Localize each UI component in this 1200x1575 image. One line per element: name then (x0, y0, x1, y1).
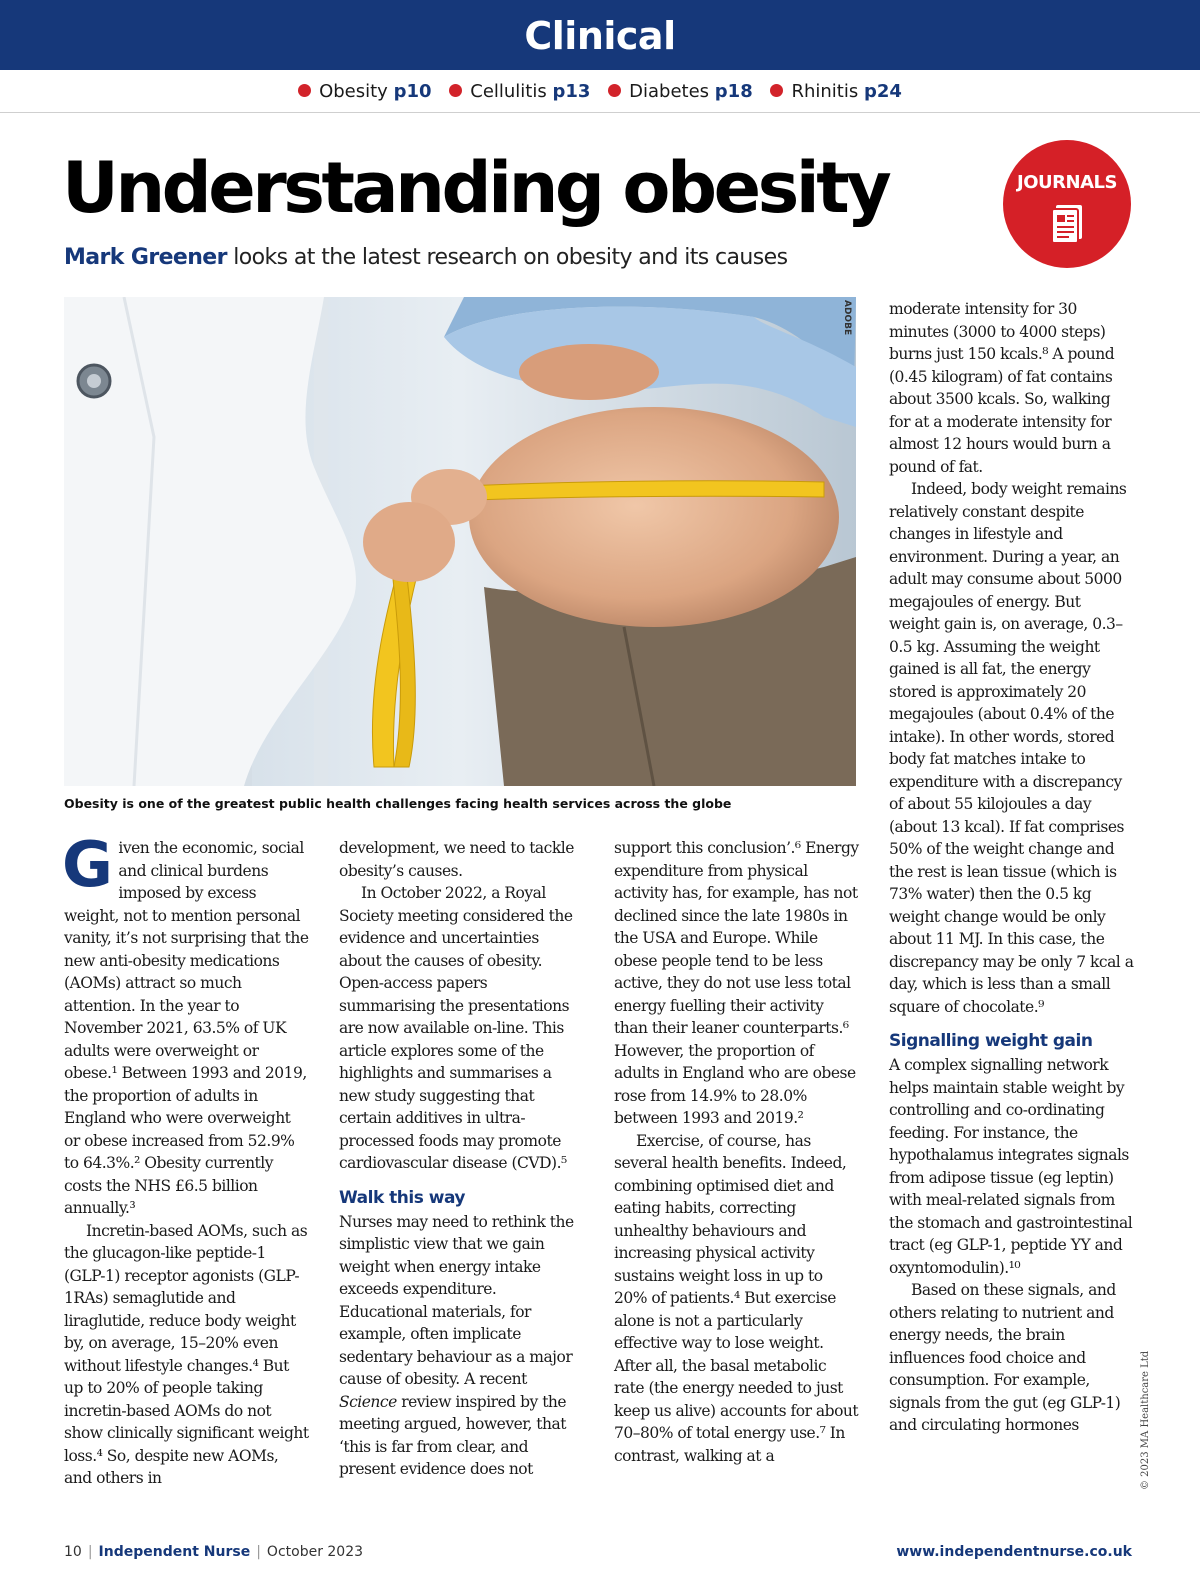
topic-page: p13 (552, 81, 591, 102)
footer-separator: | (256, 1544, 261, 1560)
journal-name: Science (339, 1392, 397, 1411)
topic-item[interactable] (770, 76, 901, 108)
topic-index (0, 76, 1200, 108)
paragraph: moderate intensity for 30 minutes (3000 to 4000 steps) burns just 150 kcals.⁸ A pound (0.45 kilogram) of fat contains about 3500 kcals. So, walking for at a moderate intensity for almost 12 hours would burn a pound of fat. (889, 300, 1115, 476)
body-column-4 (889, 298, 1134, 1437)
badge-label: JOURNALS (1017, 172, 1117, 193)
doctor-measuring-waist-image (64, 297, 856, 786)
article-photo (64, 297, 856, 786)
topic-name: Cellulitis (470, 81, 547, 102)
standfirst-text: looks at the latest research on obesity and its causes (233, 245, 788, 270)
topic-item[interactable] (298, 76, 431, 108)
page-number: 10 (64, 1544, 82, 1560)
paragraph: A complex signalling network helps maintain stable weight by controlling and co-ordinating feeding. For instance, the hypothalamus integrates signals from adipose tissue (eg leptin) with meal-related signals from the stomach and gastrointestinal tract (eg GLP-1, peptide YY and oxyntomodulin).¹⁰ (889, 1056, 1133, 1277)
paragraph-text: Nurses may need to rethink the simplistic view that we gain weight when energy intake exceeds expenditure. Educational materials, for example, often implicate sedentary behaviour as a major cause of obesity. A recent (339, 1212, 574, 1388)
topic-item[interactable] (449, 76, 590, 108)
article-title: Understanding obesity (62, 147, 889, 229)
paragraph: support this conclusion’.⁶ Energy expenditure from physical activity has, for example, has not declined since the late 1980s in the USA and Europe. While obese people tend to be less active, they do not use less total energy fuelling their activity than their leaner counterparts.⁶ However, the proportion of adults in England who are obese rose from 14.9% to 28.0% between 1993 and 2019.² (614, 839, 859, 1127)
bullet-dot-icon (608, 84, 621, 97)
topic-page: p24 (863, 81, 902, 102)
topic-item[interactable] (608, 76, 753, 108)
document-icon (1050, 204, 1084, 244)
topic-page: p10 (393, 81, 432, 102)
header-divider (0, 112, 1200, 113)
copyright-notice: © 2023 MA Healthcare Ltd (1140, 1350, 1151, 1490)
body-column-3 (614, 837, 859, 1467)
paragraph: In October 2022, a Royal Society meeting considered the evidence and uncertainties about the causes of obesity. Open-access papers summarising the presentations are now available on-line. This article explores some of the highlights and summarises a new study suggesting that certain additives in ultra-processed foods may promote cardiovascular disease (CVD).⁵ (339, 884, 573, 1172)
section-header: Clinical (0, 0, 1200, 70)
bullet-dot-icon (770, 84, 783, 97)
paragraph: Based on these signals, and others relating to nutrient and energy needs, the brain influences food choice and consumption. For example, signals from the gut (eg GLP-1) and circulating hormones (889, 1281, 1121, 1434)
topic-name: Obesity (319, 81, 388, 102)
standfirst (64, 238, 864, 278)
author-name: Mark Greener (64, 245, 227, 270)
paragraph (339, 1211, 584, 1481)
body-column-1 (62, 828, 309, 1490)
topic-name: Rhinitis (791, 81, 859, 102)
paragraph: Incretin-based AOMs, such as the glucagon-like peptide-1 (GLP-1) receptor agonists (GLP-1RAs) semaglutide and liraglutide, reduce body weight by, on average, 15–20% even without lifestyle changes.⁴ But up to 20% of people taking incretin-based AOMs do not show clinically significant weight loss.⁴ So, despite new AOMs, and others in (64, 1221, 309, 1487)
page-footer (64, 1540, 363, 1564)
paragraph-text: review inspired by the meeting argued, however, that ‘this is far from clear, and present evidence does not (339, 1392, 567, 1478)
bullet-dot-icon (298, 84, 311, 97)
section-heading: Signalling weight gain (889, 1031, 1093, 1051)
journals-badge (1003, 140, 1131, 268)
paragraph: Exercise, of course, has several health benefits. Indeed, combining optimised diet and eating habits, correcting unhealthy behaviours and increasing physical activity sustains weight loss in up to 20% of patients.⁴ But exercise alone is not a particularly effective way to lose weight. After all, the basal metabolic rate (the energy needed to just keep us alive) accounts for about 70–80% of total energy use.⁷ In contrast, walking at a (614, 1131, 859, 1465)
topic-name: Diabetes (629, 81, 710, 102)
footer-separator: | (87, 1544, 93, 1560)
section-heading: Walk this way (339, 1187, 465, 1208)
topic-page: p18 (714, 81, 753, 102)
paragraph: Indeed, body weight remains relatively constant despite changes in lifestyle and environment. During a year, an adult may consume about 5000 megajoules of energy. But weight gain is, on average, 0.3–0.5 kg. Assuming the weight gained is all fat, the energy stored is approximately 20 megajoules (about 0.4% of the intake). In other words, stored body fat matches intake to expenditure with a discrepancy of about 55 kilojoules a day (about 13 kcal). If fat comprises 50% of the weight change and the rest is lean tissue (which is 73% water) then the 0.5 kg weight change would be only about 11 MJ. In this case, the discrepancy may be only 7 kcal a day, which is less than a small square of chocolate.⁹ (889, 480, 1134, 1016)
paragraph-text: iven the economic, social and clinical burdens imposed by excess weight, not to mention personal vanity, it’s not surprising that the new anti-obesity medications (AOMs) attract so much attention. In the year to November 2021, 63.5% of UK adults were overweight or obese.¹ Between 1993 and 2019, the proportion of adults in England who were overweight or obese increased from 52.9% to 64.3%.² Obesity currently costs the NHS £6.5 billion annually.³ (64, 839, 309, 1217)
paragraph: development, we need to tackle obesity’s causes. (339, 839, 574, 880)
issue-date: October 2023 (266, 1544, 364, 1560)
website-link[interactable]: www.independentnurse.co.uk (896, 1544, 1132, 1560)
paragraph (62, 828, 309, 1220)
photo-caption: Obesity is one of the greatest public health challenges facing health services across the globe (64, 796, 732, 811)
photo-credit: ADOBE (842, 300, 852, 336)
publication-name: Independent Nurse (98, 1544, 251, 1560)
body-column-2 (339, 837, 584, 1481)
drop-cap: G (62, 828, 113, 901)
bullet-dot-icon (449, 84, 462, 97)
